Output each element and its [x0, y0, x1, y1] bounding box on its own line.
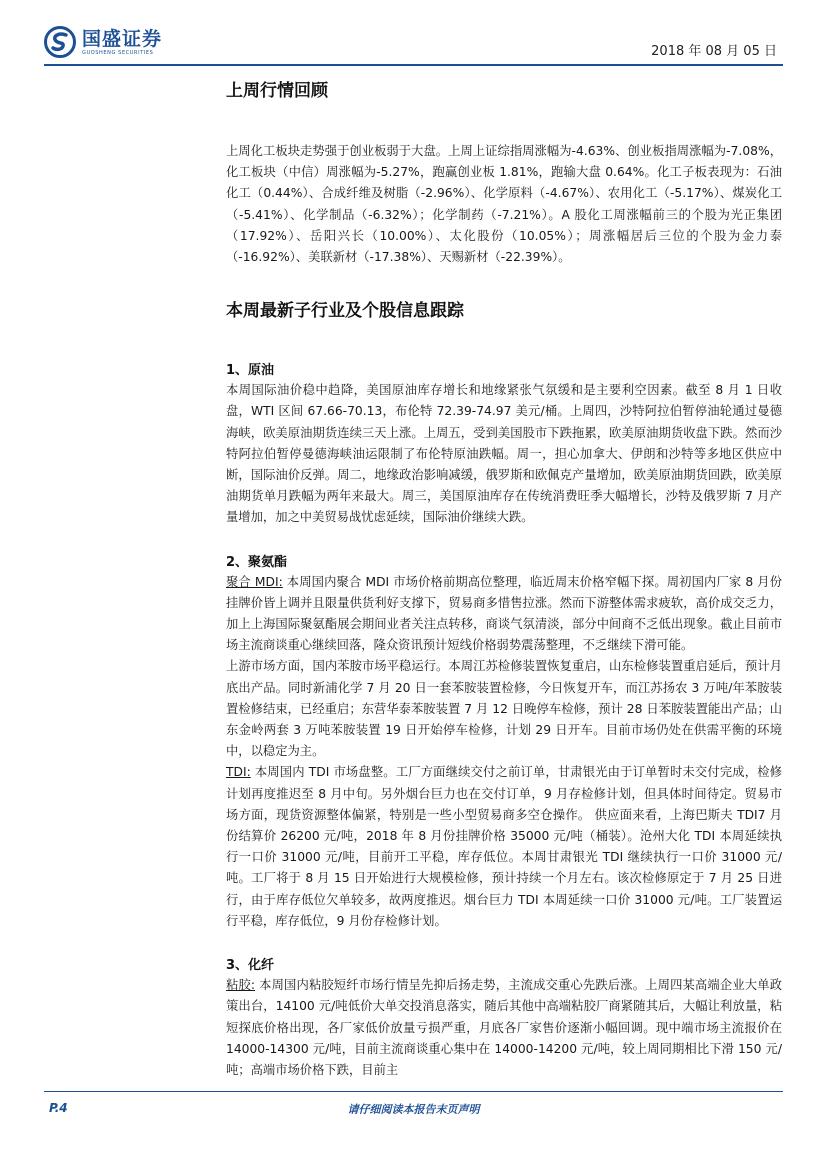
report-body [226, 70, 782, 1081]
page-number: P.4 [49, 1101, 68, 1115]
mdi-label: 聚合 MDI: [226, 574, 283, 589]
mdi-text: 本周国内聚合 MDI 市场价格前期高位整理，临近周末价格窄幅下探。周初国内厂家 8 月份挂牌价皆上调并且限量供货利好支撑下，贸易商多惜售拉涨。然而下游整体需求疲软，高价成交乏力，加上上海国际聚氨酯展会期间业者关注点转移，商谈气氛清淡，部分中间商不乏低出现象。截止目前市场主流商谈重心继续回落，隆众资讯预计短线价格弱势震荡整理，不乏继续下滑可能。 [226, 574, 782, 653]
subsection-heading-polyurethane: 2、聚氨酯 [226, 554, 288, 570]
guosheng-logo-icon [44, 26, 76, 58]
section-title-review: 上周行情回顾 [226, 81, 328, 101]
logo-chinese-name: 国盛证券 [82, 28, 163, 50]
crude-paragraph: 本周国际油价稳中趋降，美国原油库存增长和地缘紧张气氛缓和是主要利空因素。截至 8 月 1 日收盘，WTI 区间 67.66-70.13，布伦特 72.39-74.97 美元/桶。上周四，沙特阿拉伯暂停油轮通过曼德海峡，欧美原油期货连续三天上涨。上周五，受到美国股市下跌拖累，欧美原油期货收盘下跌。然而沙特阿拉伯暂停曼德海峡油运限制了布伦特原油跌幅。周一，担心加拿大、伊朗和沙特等多地区供应中断，国际油价反弹。周二，地缘政治影响减缓，俄罗斯和欧佩克产量增加，欧美原油期货回跌，欧美原油期货单月跌幅为两年来最大。周三，美国原油库存在传统消费旺季大幅增长，沙特及俄罗斯 7 月产量增加，加之中美贸易战忧虑延续，国际油价继续大跌。 [226, 383, 782, 525]
subsection-heading-fiber: 3、化纤 [226, 958, 275, 974]
subsection-heading-crude: 1、原油 [226, 363, 275, 379]
page-footer [0, 1092, 827, 1122]
page-header [0, 0, 827, 70]
upstream-paragraph: 上游市场方面，国内苯胺市场平稳运行。本周江苏检修装置恢复重启，山东检修装置重启延后，预计月底出产品。同时新浦化学 7 月 20 日一套苯胺装置检修，今日恢复开车，而江苏扬农 3 万吨/年苯胺装置检修结束，已经重启；东营华泰苯胺装置 7 月 12 日晚停车检修，预计 28 日苯胺装置能出产品；山东金岭两套 3 万吨苯胺装置 19 日开始停车检修，计划 29 日开车。目前市场仍处在供需平衡的环境中，以稳定为主。 [226, 659, 782, 759]
tdi-label: TDI: [226, 765, 251, 780]
tdi-paragraph [226, 762, 782, 932]
logo-english-name: GUOSHENG SECURITIES [82, 50, 154, 56]
section-title-tracking: 本周最新子行业及个股信息跟踪 [226, 301, 464, 322]
header-divider [44, 64, 783, 66]
footer-disclaimer: 请仔细阅读本报告末页声明 [347, 1103, 480, 1116]
viscose-text: 本周国内粘胶短纤市场行情呈先抑后扬走势，主流成交重心先跌后涨。上周四某高端企业大单政策出台，14100 元/吨低价大单交投消息落实，随后其他中高端粘胶厂商紧随其后，大幅让利放量，粘短探底价格出现，各厂家低价放量亏损严重，月底各厂家售价逐渐小幅回调。现中端市场主流报价在 14000-14300 元/吨，目前主流商谈重心集中在 14000-14200 元/吨，较上周同期相比下滑 150 元/吨；高端市场价格下跌，目前主 [226, 978, 782, 1077]
company-logo [44, 26, 162, 58]
viscose-paragraph [226, 975, 782, 1081]
report-date: 2018 年 08 月 05 日 [651, 44, 777, 59]
review-paragraph: 上周化工板块走势强于创业板弱于大盘。上周上证综指周涨幅为-4.63%、创业板指周涨幅为-7.08%，化工板块（中信）周涨幅为-5.27%，跑赢创业板 1.81%，跑输大盘 0.64%。化工子板表现为：石油化工（0.44%）、合成纤维及树脂（-2.96%）、化学原料（-4.67%）、农用化工（-5.17%）、煤炭化工（-5.41%）、化学制品（-6.32%）；化学制药（-7.21%）。A 股化工周涨幅前三的个股为光正集团（17.92%）、岳阳兴长（10.00%）、太化股份（10.05%）；周涨幅居后三位的个股为金力泰（-16.92%）、美联新材（-17.38%）、天赐新材（-22.39%）。 [226, 144, 782, 265]
viscose-label: 粘胶: [226, 978, 256, 993]
mdi-paragraph [226, 572, 782, 657]
tdi-text: 本周国内 TDI 市场盘整。工厂方面继续交付之前订单，甘肃银光由于订单暂时未交付完成，检修计划再度推迟至 8 月中旬。另外烟台巨力也在交付订单，9 月存检修计划，但具体时间待定。贸易市场方面，现货资源整体偏紧，特别是一些小型贸易商多空仓操作。 供应面来看，上海巴斯夫 TDI7 月份结算价 26200 元/吨，2018 年 8 月份挂牌价格 35000 元/吨（桶装）。沧州大化 TDI 本周延续执行一口价 31000 元/吨，目前开工平稳，库存低位。本周甘肃银光 TDI 继续执行一口价 31000 元/吨。工厂将于 8 月 15 日开始进行大规模检修，预计持续一个月左右。该次检修原定于 7 月 25 日进行，由于库存低位欠单较多，故两度推迟。烟台巨力 TDI 本周延续一口价 31000 元/吨。工厂装置运行平稳，库存低位，9 月份存检修计划。 [226, 765, 782, 928]
